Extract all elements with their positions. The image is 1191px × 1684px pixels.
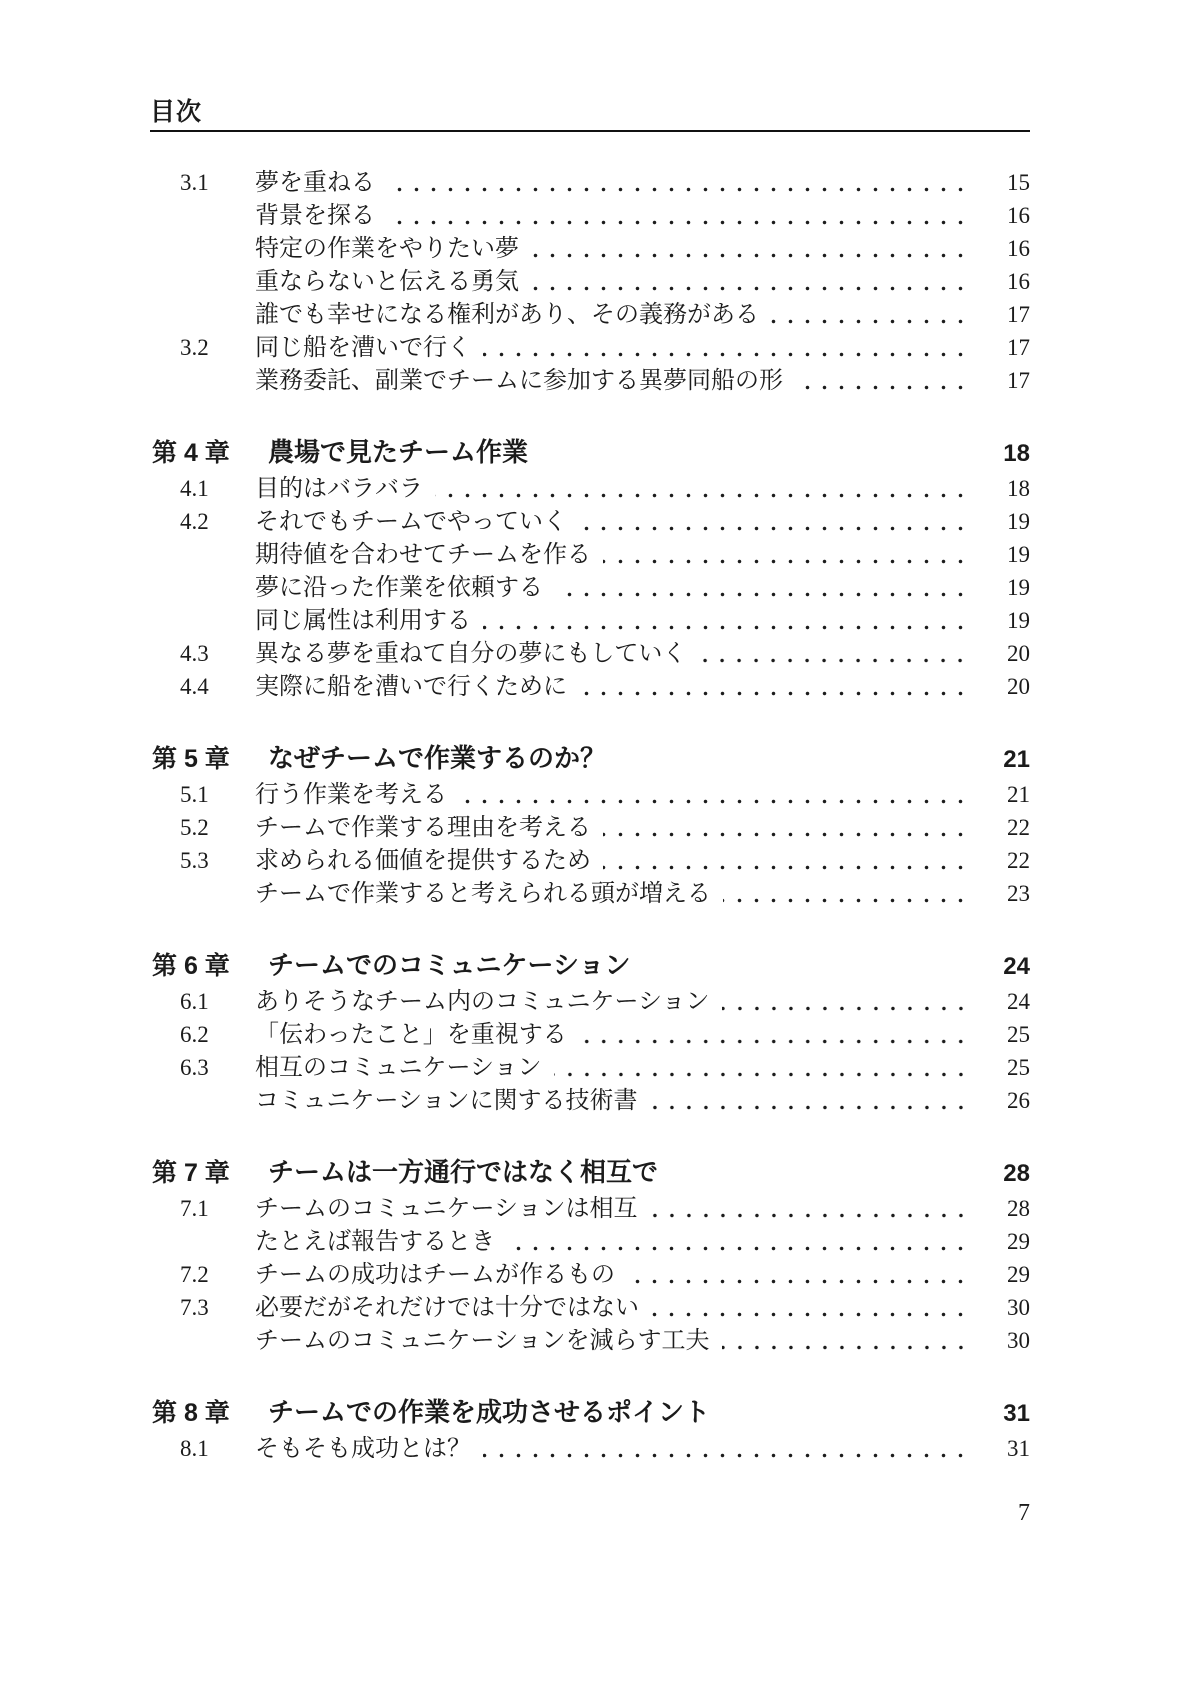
dot-leader: [651, 1291, 964, 1324]
dot-leader: [603, 811, 964, 844]
entry-title: それでもチームでやっていく: [255, 509, 567, 535]
entry-title: 夢に沿った作業を依頼する: [255, 575, 543, 601]
entry-title: チームで作業すると考えられる頭が増える: [255, 881, 711, 907]
dot-leader: [650, 1192, 964, 1225]
chapter-title: チームは一方通行ではなく相互で: [268, 1157, 659, 1187]
chapter-page-number: 31: [1003, 1400, 1030, 1427]
entry-number: 7.3: [180, 1295, 209, 1320]
chapter-page-number: 21: [1003, 746, 1030, 773]
toc-chapter-row[interactable]: [150, 946, 1030, 985]
dot-leader: [531, 265, 964, 298]
entry-number: 4.3: [180, 641, 209, 666]
toc-entry-row[interactable]: [150, 877, 1030, 910]
entry-number: 5.2: [180, 815, 209, 840]
entry-number: 3.1: [180, 170, 209, 195]
dot-leader: [795, 364, 964, 397]
dot-leader: [603, 538, 964, 571]
toc-entry-row[interactable]: [150, 364, 1030, 397]
entry-page-number: 24: [1007, 989, 1030, 1014]
entry-title: チームの成功はチームが作るもの: [255, 1262, 615, 1288]
toc-entry-row[interactable]: [150, 265, 1030, 298]
chapter-title: なぜチームで作業するのか？: [268, 743, 607, 773]
entry-page-number: 16: [1007, 203, 1030, 228]
dot-leader: [531, 232, 964, 265]
toc-list: [150, 166, 1030, 1465]
entry-title: 特定の作業をやりたい夢: [255, 236, 519, 262]
entry-page-number: 18: [1007, 476, 1030, 501]
entry-page-number: 16: [1007, 236, 1030, 261]
entry-title: 同じ船を漕いで行く: [255, 335, 471, 361]
dot-leader: [723, 877, 964, 910]
toc-entry-row[interactable]: [150, 1084, 1030, 1117]
entry-page-number: 17: [1007, 368, 1030, 393]
entry-page-number: 28: [1007, 1196, 1030, 1221]
toc-chapter-row[interactable]: [150, 1153, 1030, 1192]
entry-title: 相互のコミュニケーション: [255, 1055, 542, 1081]
entry-page-number: 23: [1007, 881, 1030, 906]
entry-number: 7.2: [180, 1262, 209, 1287]
toc-entry-row[interactable]: [150, 505, 1030, 538]
entry-title: そもそも成功とは？: [255, 1436, 471, 1462]
entry-title: 行う作業を考える: [255, 782, 447, 808]
entry-page-number: 19: [1007, 509, 1030, 534]
dot-leader: [771, 298, 964, 331]
toc-entry-row[interactable]: [150, 1324, 1030, 1357]
toc-chapter-row[interactable]: [150, 739, 1030, 778]
dot-leader: [698, 637, 964, 670]
toc-entry-row[interactable]: [150, 472, 1030, 505]
entry-page-number: 17: [1007, 335, 1030, 360]
entry-page-number: 25: [1007, 1055, 1030, 1080]
entry-number: 6.3: [180, 1055, 209, 1080]
entry-page-number: 26: [1007, 1088, 1030, 1113]
dot-leader: [483, 331, 964, 364]
entry-title: 期待値を合わせてチームを作る: [255, 542, 591, 568]
chapter-title: 農場で見たチーム作業: [268, 437, 529, 467]
page-number: 7: [1018, 1500, 1030, 1526]
toc-entry-row[interactable]: [150, 670, 1030, 703]
entry-number: 3.2: [180, 335, 209, 360]
chapter-title: チームでのコミュニケーション: [268, 950, 631, 980]
toc-entry-row[interactable]: [150, 1432, 1030, 1465]
entry-number: 6.1: [180, 989, 209, 1014]
toc-entry-row[interactable]: [150, 199, 1030, 232]
entry-page-number: 16: [1007, 269, 1030, 294]
toc-entry-row[interactable]: [150, 1018, 1030, 1051]
entry-title: たとえば報告するとき: [255, 1229, 495, 1255]
entry-page-number: 20: [1007, 641, 1030, 666]
toc-entry-row[interactable]: [150, 811, 1030, 844]
dot-leader: [459, 778, 964, 811]
chapter-title: チームでの作業を成功させるポイント: [268, 1397, 711, 1427]
toc-entry-row[interactable]: [150, 637, 1030, 670]
chapter-label: 第 6 章: [152, 952, 230, 980]
toc-entry-row[interactable]: [150, 1192, 1030, 1225]
entry-page-number: 29: [1007, 1262, 1030, 1287]
toc-entry-row[interactable]: [150, 166, 1030, 199]
entry-title: 実際に船を漕いで行くために: [255, 674, 567, 700]
toc-entry-row[interactable]: [150, 298, 1030, 331]
toc-entry-row[interactable]: [150, 1258, 1030, 1291]
dot-leader: [554, 1051, 964, 1084]
entry-number: 4.1: [180, 476, 209, 501]
entry-title: 夢を重ねる: [255, 170, 375, 196]
entry-title: 目的はバラバラ: [255, 476, 423, 502]
entry-number: 5.1: [180, 782, 209, 807]
entry-title: 同じ属性は利用する: [255, 608, 471, 634]
dot-leader: [722, 1324, 964, 1357]
dot-leader: [650, 1084, 964, 1117]
dot-leader: [555, 571, 964, 604]
toc-entry-row[interactable]: [150, 232, 1030, 265]
dot-leader: [483, 1432, 964, 1465]
dot-leader: [507, 1225, 964, 1258]
toc-entry-row[interactable]: [150, 778, 1030, 811]
dot-leader: [579, 670, 964, 703]
toc-chapter-row[interactable]: [150, 433, 1030, 472]
entry-title: チームのコミュニケーションは相互: [255, 1196, 638, 1222]
entry-title: 重ならないと伝える勇気: [255, 269, 519, 295]
chapter-label: 第 8 章: [152, 1399, 230, 1427]
chapter-label: 第 4 章: [152, 439, 230, 467]
entry-page-number: 20: [1007, 674, 1030, 699]
toc-entry-row[interactable]: [150, 1291, 1030, 1324]
dot-leader: [579, 505, 964, 538]
chapter-page-number: 24: [1003, 953, 1030, 980]
dot-leader: [722, 985, 964, 1018]
entry-page-number: 30: [1007, 1328, 1030, 1353]
entry-number: 8.1: [180, 1436, 209, 1461]
entry-page-number: 15: [1007, 170, 1030, 195]
toc-chapter-row[interactable]: [150, 1393, 1030, 1432]
toc-entry-row[interactable]: [150, 1051, 1030, 1084]
entry-title: 背景を探る: [255, 203, 375, 229]
chapter-page-number: 28: [1003, 1160, 1030, 1187]
entry-page-number: 25: [1007, 1022, 1030, 1047]
entry-page-number: 19: [1007, 575, 1030, 600]
chapter-label: 第 7 章: [152, 1159, 230, 1187]
entry-title: 異なる夢を重ねて自分の夢にもしていく: [255, 641, 687, 667]
entry-page-number: 21: [1007, 782, 1030, 807]
entry-number: 7.1: [180, 1196, 209, 1221]
dot-leader: [579, 1018, 964, 1051]
entry-page-number: 22: [1007, 815, 1030, 840]
entry-page-number: 22: [1007, 848, 1030, 873]
toc-entry-row[interactable]: [150, 538, 1030, 571]
entry-title: コミュニケーションに関する技術書: [255, 1088, 638, 1114]
entry-page-number: 19: [1007, 542, 1030, 567]
entry-title: 誰でも幸せになる権利があり、その義務がある: [255, 302, 759, 328]
entry-title: チームのコミュニケーションを減らす工夫: [255, 1328, 710, 1354]
dot-leader: [387, 166, 964, 199]
toc-entry-row[interactable]: [150, 571, 1030, 604]
entry-page-number: 29: [1007, 1229, 1030, 1254]
toc-entry-row[interactable]: [150, 604, 1030, 637]
entry-title: 「伝わったこと」を重視する: [255, 1022, 567, 1048]
dot-leader: [627, 1258, 964, 1291]
entry-title: 求められる価値を提供するため: [255, 848, 591, 874]
entry-page-number: 31: [1007, 1436, 1030, 1461]
toc-entry-row[interactable]: [150, 844, 1030, 877]
entry-title: 業務委託、副業でチームに参加する異夢同船の形: [255, 368, 783, 394]
entry-title: ありそうなチーム内のコミュニケーション: [255, 989, 710, 1015]
header-rule: [150, 130, 1030, 132]
dot-leader: [603, 844, 964, 877]
chapter-page-number: 18: [1003, 440, 1030, 467]
toc-entry-row[interactable]: [150, 331, 1030, 364]
entry-number: 4.2: [180, 509, 209, 534]
entry-number: 6.2: [180, 1022, 209, 1047]
entry-title: チームで作業する理由を考える: [255, 815, 591, 841]
toc-entry-row[interactable]: [150, 1225, 1030, 1258]
entry-page-number: 30: [1007, 1295, 1030, 1320]
dot-leader: [483, 604, 964, 637]
entry-number: 5.3: [180, 848, 209, 873]
dot-leader: [435, 472, 964, 505]
entry-number: 4.4: [180, 674, 209, 699]
entry-page-number: 17: [1007, 302, 1030, 327]
page-title: 目次: [150, 98, 203, 126]
entry-page-number: 19: [1007, 608, 1030, 633]
chapter-label: 第 5 章: [152, 745, 230, 773]
toc-entry-row[interactable]: [150, 985, 1030, 1018]
entry-title: 必要だがそれだけでは十分ではない: [255, 1295, 639, 1321]
dot-leader: [387, 199, 964, 232]
